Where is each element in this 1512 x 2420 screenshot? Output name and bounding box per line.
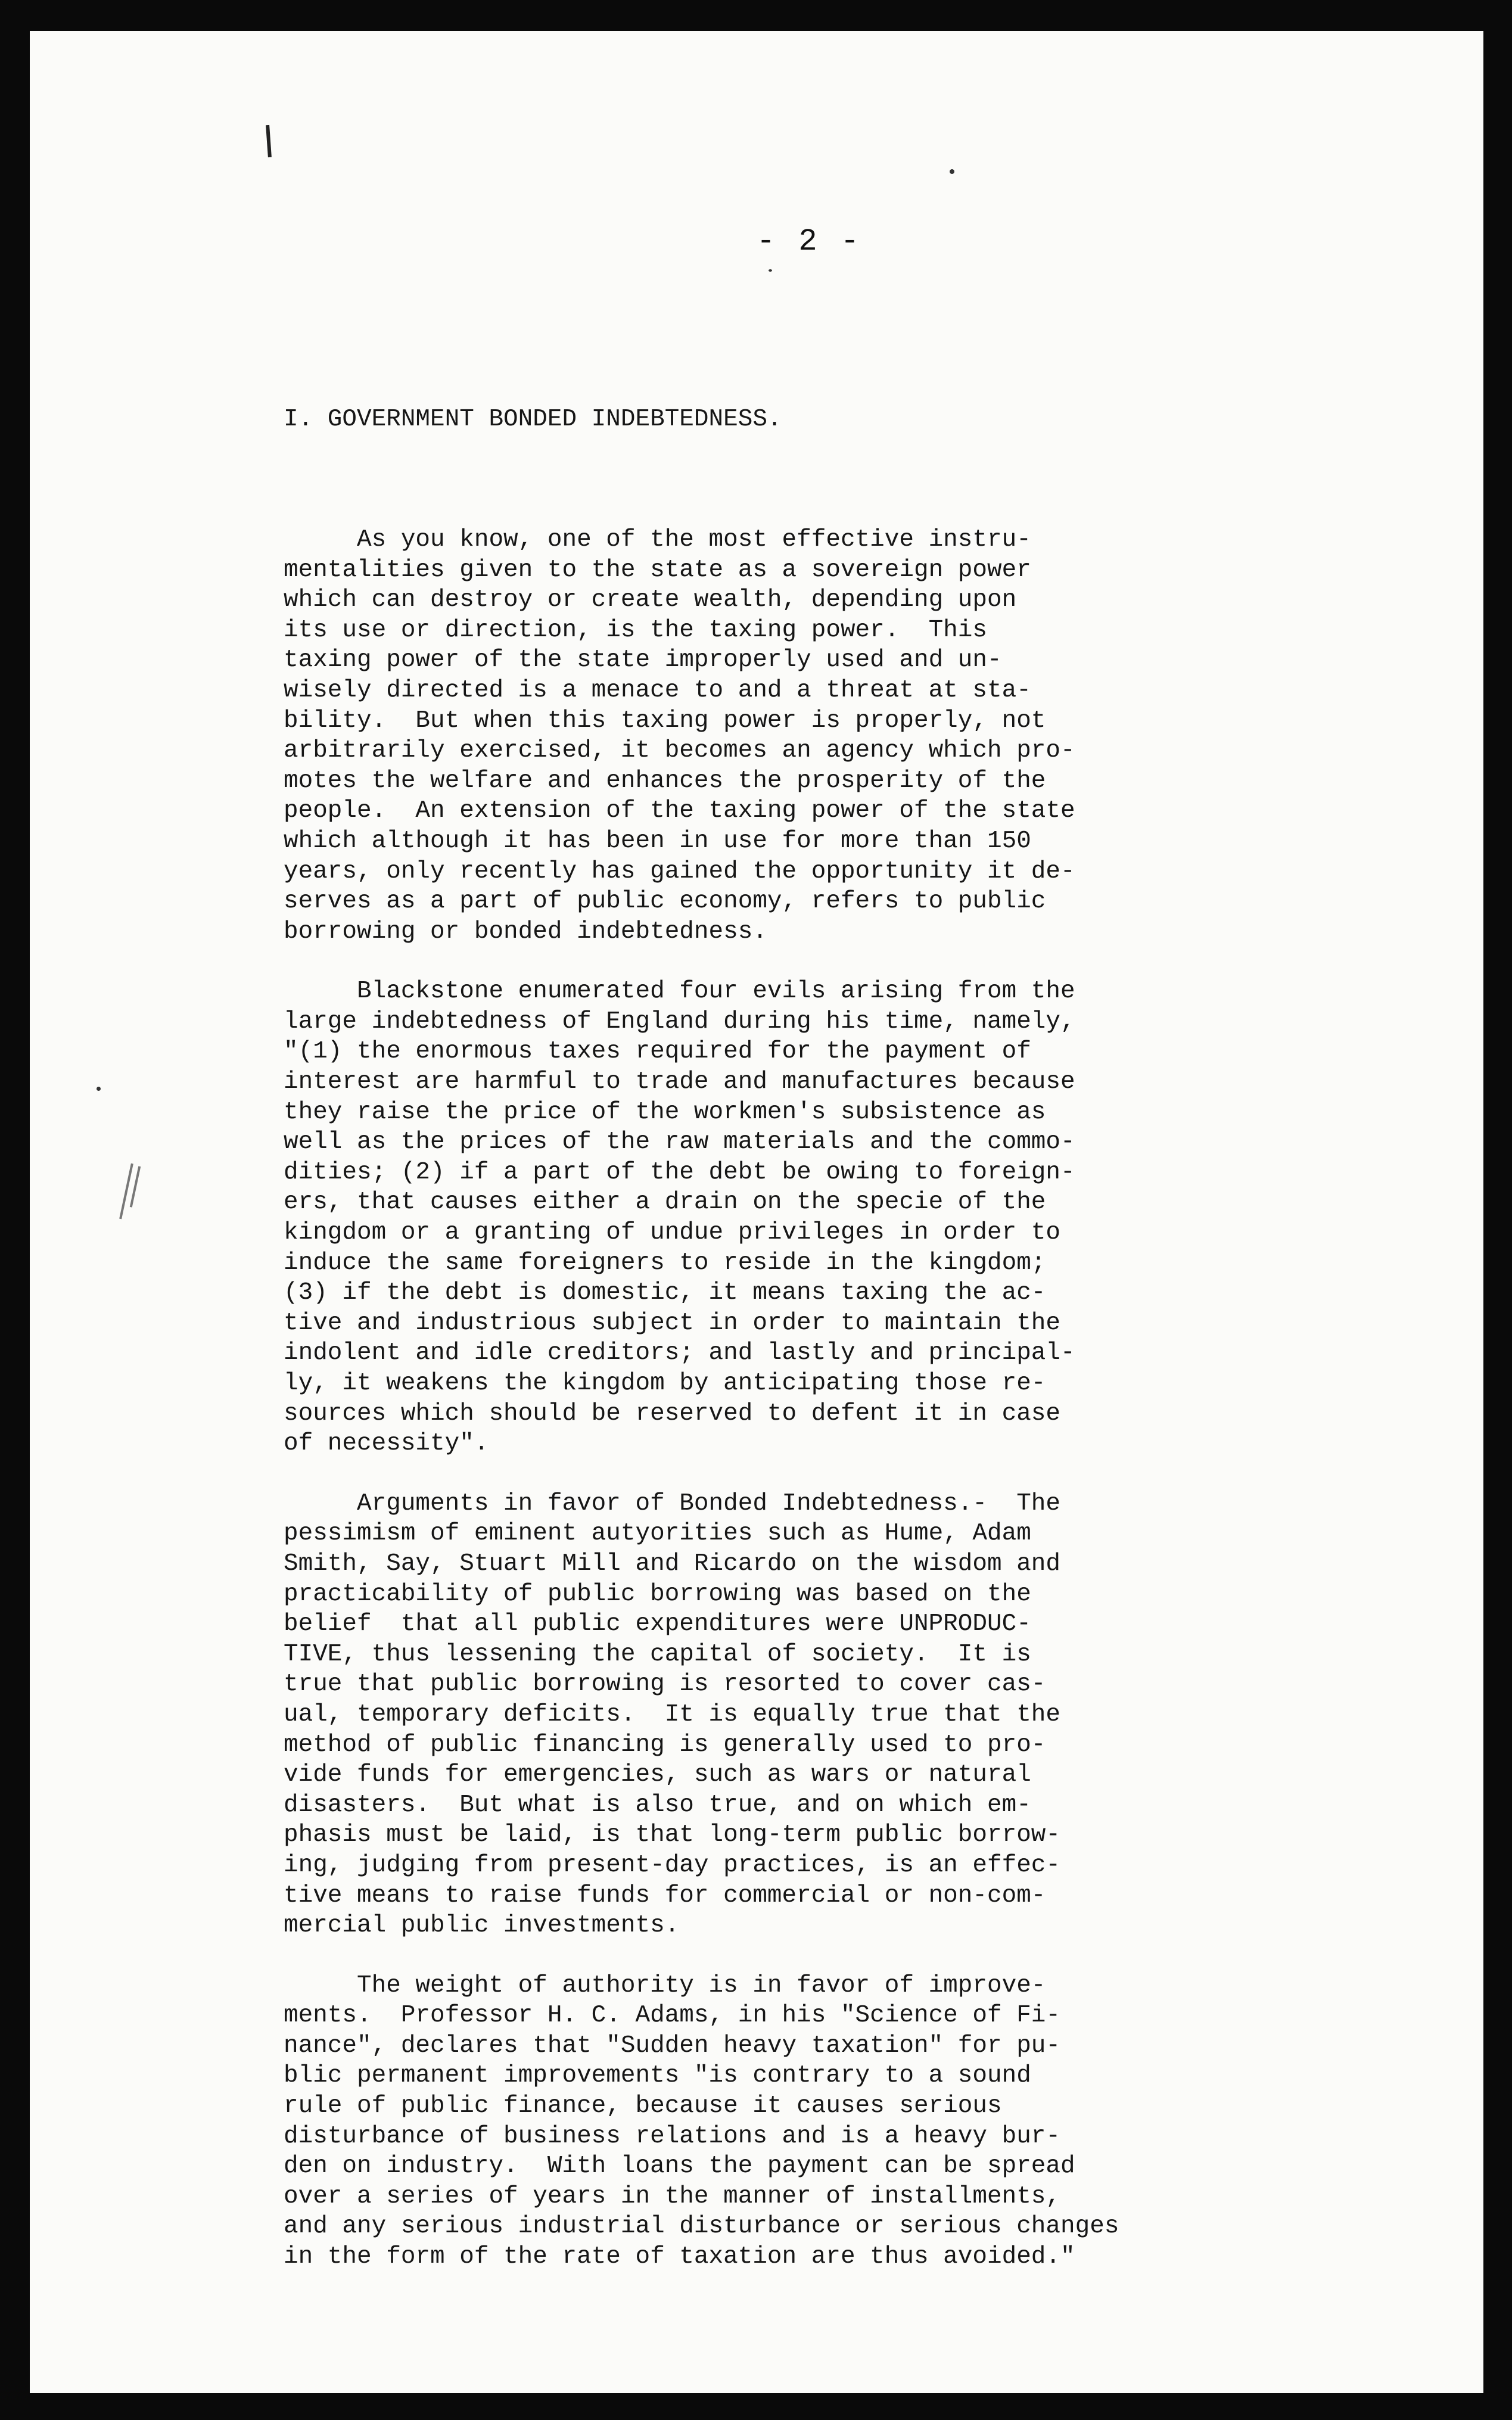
text-line: dities; (2) if a part of the debt be owing to foreign- — [284, 1158, 1075, 1186]
text-line: sources which should be reserved to defent it in case — [284, 1399, 1061, 1427]
text-line: kingdom or a granting of undue privileges in order to — [284, 1219, 1061, 1247]
text-line: The weight of authority is in favor of improve- — [284, 1971, 1046, 1999]
text-line: As you know, one of the most effective instru- — [284, 525, 1031, 553]
paragraph-list — [284, 525, 1368, 2272]
paragraph — [284, 1489, 1368, 1941]
text-line: Blackstone enumerated four evils arising from the — [284, 978, 1075, 1006]
text-line: ual, temporary deficits. It is equally true that the — [284, 1700, 1061, 1728]
ink-mark — [266, 125, 272, 157]
text-line: bility. But when this taxing power is properly, not — [284, 707, 1046, 735]
text-line: wisely directed is a menace to and a threat at sta- — [284, 676, 1031, 704]
text-line: TIVE, thus lessening the capital of society. It is — [284, 1640, 1031, 1668]
text-line: ly, it weakens the kingdom by anticipating those re- — [284, 1370, 1046, 1397]
text-line: induce the same foreigners to reside in the kingdom; — [284, 1249, 1046, 1277]
section-heading: I. GOVERNMENT BONDED INDEBTEDNESS. — [284, 406, 782, 434]
text-line: mercial public investments. — [284, 1912, 680, 1940]
ink-speck — [950, 169, 954, 174]
text-line: practicability of public borrowing was based on the — [284, 1580, 1031, 1608]
text-line: they raise the price of the workmen's subsistence as — [284, 1098, 1046, 1126]
text-line: years, only recently has gained the opportunity it de- — [284, 857, 1075, 885]
margin-pencil-mark — [119, 1164, 133, 1220]
text-line: motes the welfare and enhances the prosperity of the — [284, 767, 1046, 795]
text-line: its use or direction, is the taxing power. This — [284, 616, 987, 644]
text-line: taxing power of the state improperly used and un- — [284, 646, 1002, 674]
text-line: belief that all public expenditures were UNPRODUC- — [284, 1610, 1031, 1638]
page-number: - 2 - — [757, 224, 862, 259]
text-line: phasis must be laid, is that long-term public borrow- — [284, 1821, 1061, 1849]
text-line: people. An extension of the taxing power of the state — [284, 797, 1075, 825]
text-line: ers, that causes either a drain on the specie of the — [284, 1189, 1046, 1217]
text-line: "(1) the enormous taxes required for the payment of — [284, 1038, 1031, 1066]
text-line: mentalities given to the state as a sovereign power — [284, 556, 1031, 584]
text-line: well as the prices of the raw materials and the commo- — [284, 1128, 1075, 1156]
text-line: ing, judging from present-day practices, is an effec- — [284, 1851, 1061, 1879]
text-line: Smith, Say, Stuart Mill and Ricardo on the wisdom and — [284, 1550, 1061, 1578]
paragraph — [284, 976, 1368, 1459]
ink-speck — [769, 269, 772, 272]
text-line: over a series of years in the manner of installments, — [284, 2182, 1061, 2210]
paragraph — [284, 525, 1368, 947]
text-line: large indebtedness of England during his time, namely, — [284, 1007, 1075, 1035]
text-line: (3) if the debt is domestic, it means taxing the ac- — [284, 1279, 1046, 1307]
text-line: pessimism of eminent autyorities such as Hume, Adam — [284, 1520, 1031, 1548]
text-line: den on industry. With loans the payment can be spread — [284, 2153, 1075, 2181]
text-line: indolent and idle creditors; and lastly and principal- — [284, 1339, 1075, 1367]
text-line: in the form of the rate of taxation are thus avoided." — [284, 2243, 1075, 2271]
text-line: tive means to raise funds for commercial or non-com- — [284, 1881, 1046, 1909]
text-line: tive and industrious subject in order to maintain the — [284, 1309, 1061, 1337]
document-body — [284, 344, 1368, 2332]
paragraph — [284, 1971, 1368, 2272]
text-line: borrowing or bonded indebtedness. — [284, 917, 767, 945]
text-line: serves as a part of public economy, refers to public — [284, 888, 1046, 916]
text-line: which although it has been in use for more than 150 — [284, 827, 1031, 855]
text-line: ments. Professor H. C. Adams, in his "Science of Fi- — [284, 2002, 1061, 2030]
text-line: arbitrarily exercised, it becomes an agency which pro- — [284, 737, 1075, 765]
ink-speck — [97, 1087, 101, 1091]
text-line: rule of public finance, because it causes serious — [284, 2092, 1002, 2120]
text-line: vide funds for emergencies, such as wars or natural — [284, 1761, 1031, 1789]
text-line: blic permanent improvements "is contrary to a sound — [284, 2062, 1031, 2090]
text-line: nance", declares that "Sudden heavy taxation" for pu- — [284, 2032, 1061, 2060]
text-line: of necessity". — [284, 1430, 489, 1458]
text-line: Arguments in favor of Bonded Indebtedness.- The — [284, 1489, 1061, 1517]
text-line: disasters. But what is also true, and on which em- — [284, 1791, 1031, 1819]
text-line: disturbance of business relations and is a heavy bur- — [284, 2122, 1061, 2150]
text-line: and any serious industrial disturbance or serious changes — [284, 2213, 1119, 2241]
text-line: true that public borrowing is resorted to cover cas- — [284, 1671, 1046, 1699]
text-line: method of public financing is generally used to pro- — [284, 1731, 1046, 1759]
text-line: interest are harmful to trade and manufactures because — [284, 1068, 1075, 1096]
text-line: which can destroy or create wealth, depending upon — [284, 586, 1017, 614]
